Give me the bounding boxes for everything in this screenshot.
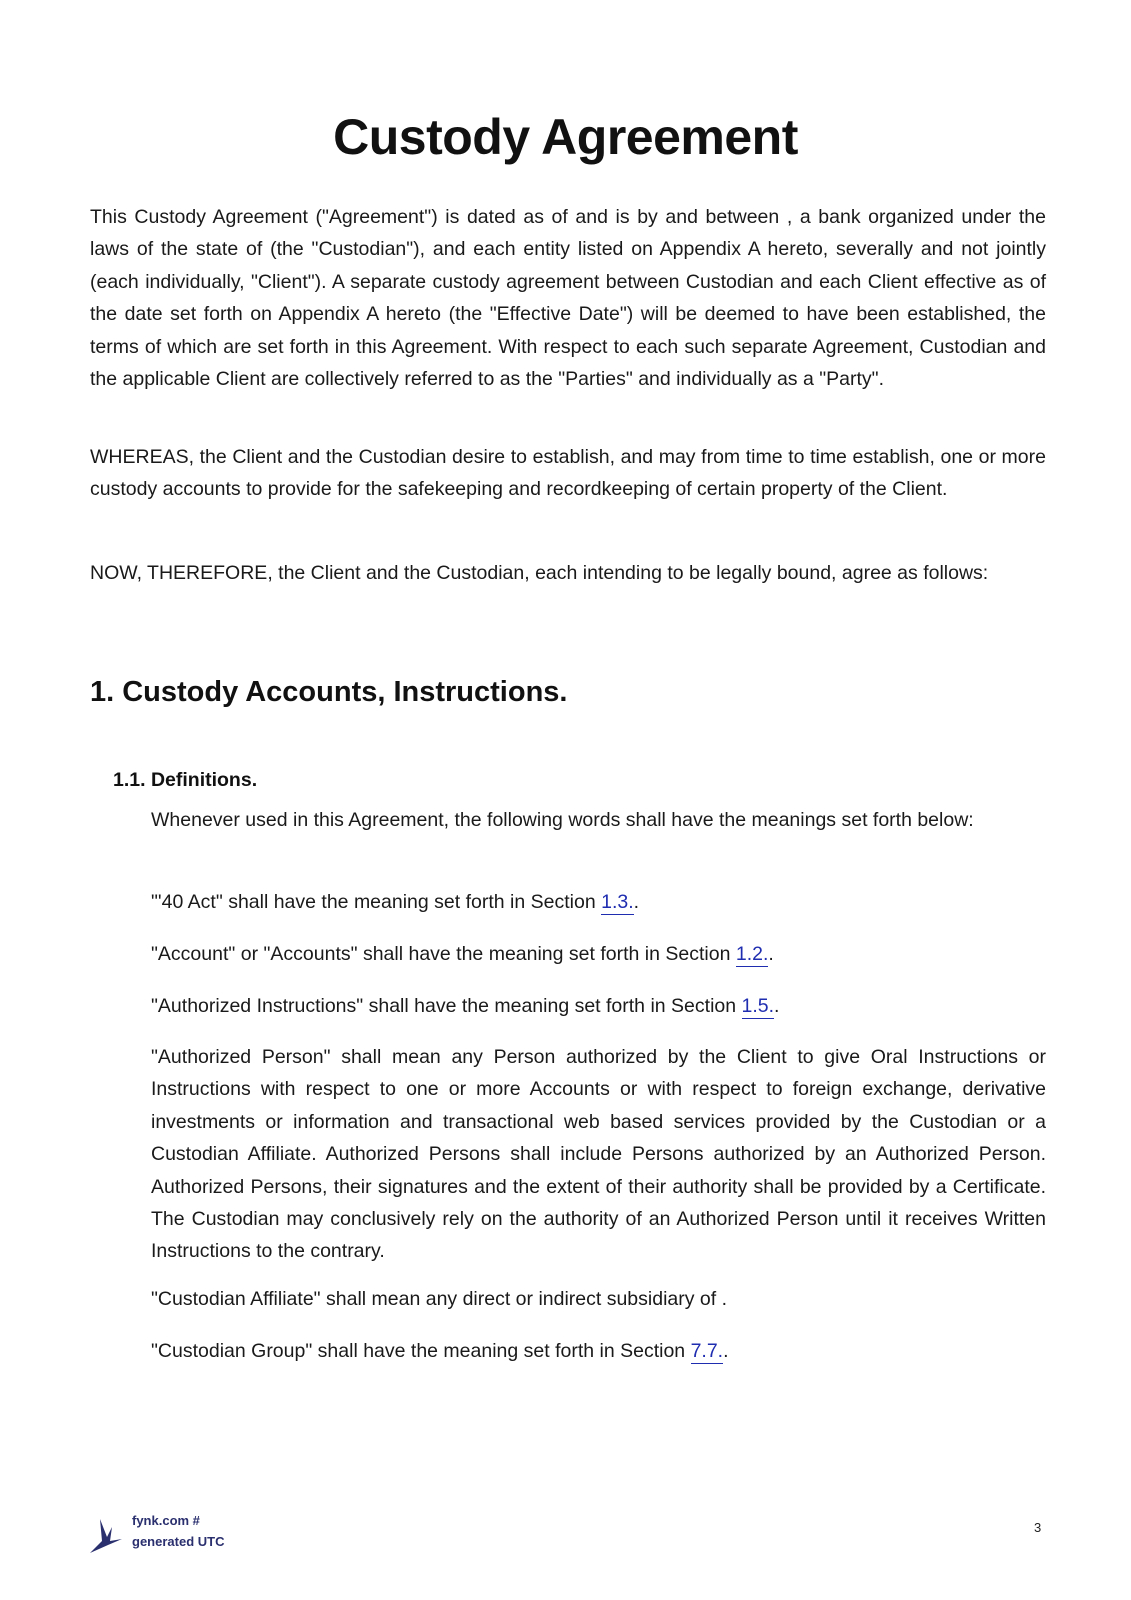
definition-custodian-group <box>151 1335 1046 1367</box>
document-title: Custody Agreement <box>333 109 798 165</box>
fynk-bird-logo-icon <box>88 1515 124 1555</box>
definition-suffix: . <box>768 943 774 965</box>
section-1-heading: 1. Custody Accounts, Instructions. <box>90 676 568 708</box>
footer-url: fynk.com # <box>132 1513 200 1528</box>
page-number: 3 <box>1034 1520 1042 1535</box>
definition-40-act <box>151 886 1046 918</box>
intro-paragraph-1: This Custody Agreement ("Agreement") is dated as of and is by and between , a bank organized under the laws of the state of (the "Custodian"), and each entity listed on Appendix A hereto, severally and not jointly (each individually, "Client"). A separate custody agreement between Custodian and each Client effective as of the date set forth on Appendix A hereto (the "Effective Date") will be deemed to have been established, the terms of which are set forth in this Agreement. With respect to each such separate Agreement, Custodian and the applicable Client are collectively referred to as the "Parties" and individually as a "Party". <box>90 206 1046 391</box>
definition-suffix: . <box>774 995 780 1017</box>
definition-account <box>151 938 1046 970</box>
definition-suffix: . <box>633 891 640 913</box>
section-link-1-2[interactable]: 1.2. <box>735 943 769 965</box>
footer-generated: generated UTC <box>132 1534 225 1549</box>
definition-text: "Custodian Group" shall have the meaning set forth in Section <box>151 1340 691 1362</box>
definition-text: "Account" or "Accounts" shall have the meaning set forth in Section <box>151 943 736 965</box>
definition-suffix: . <box>723 1340 729 1362</box>
section-1-1-heading: 1.1. Definitions. <box>113 769 258 791</box>
section-link-7-7[interactable]: 7.7. <box>690 1340 724 1362</box>
definition-authorized-instructions <box>151 990 1046 1022</box>
definition-text: "Authorized Instructions" shall have the meaning set forth in Section <box>151 995 742 1017</box>
section-link-1-5[interactable]: 1.5. <box>741 995 775 1017</box>
definition-authorized-person: "Authorized Person" shall mean any Person authorized by the Client to give Oral Instructions or Instructions with respect to one or more Accounts or with respect to foreign exchange, derivative investments or information and transactional web based services provided by the Custodian or a Custodian Affiliate. Authorized Persons shall include Persons authorized by an Authorized Person. Authorized Persons, their signatures and the extent of their authority shall be provided by a Certificate. The Custodian may conclusively rely on the authority of an Authorized Person until it receives Written Instructions to the contrary. <box>151 1046 1046 1263</box>
definitions-intro: Whenever used in this Agreement, the following words shall have the meanings set forth below: <box>151 809 974 831</box>
section-link-1-3[interactable]: 1.3. <box>601 891 634 913</box>
definition-custodian-affiliate: "Custodian Affiliate" shall mean any direct or indirect subsidiary of . <box>151 1288 728 1310</box>
definition-text: "'40 Act" shall have the meaning set forth in Section <box>151 891 602 913</box>
intro-paragraph-now-therefore: NOW, THEREFORE, the Client and the Custodian, each intending to be legally bound, agree as follows: <box>90 562 989 584</box>
intro-paragraph-whereas: WHEREAS, the Client and the Custodian desire to establish, and may from time to time establish, one or more custody accounts to provide for the safekeeping and recordkeeping of certain property of the Client. <box>90 446 1046 501</box>
